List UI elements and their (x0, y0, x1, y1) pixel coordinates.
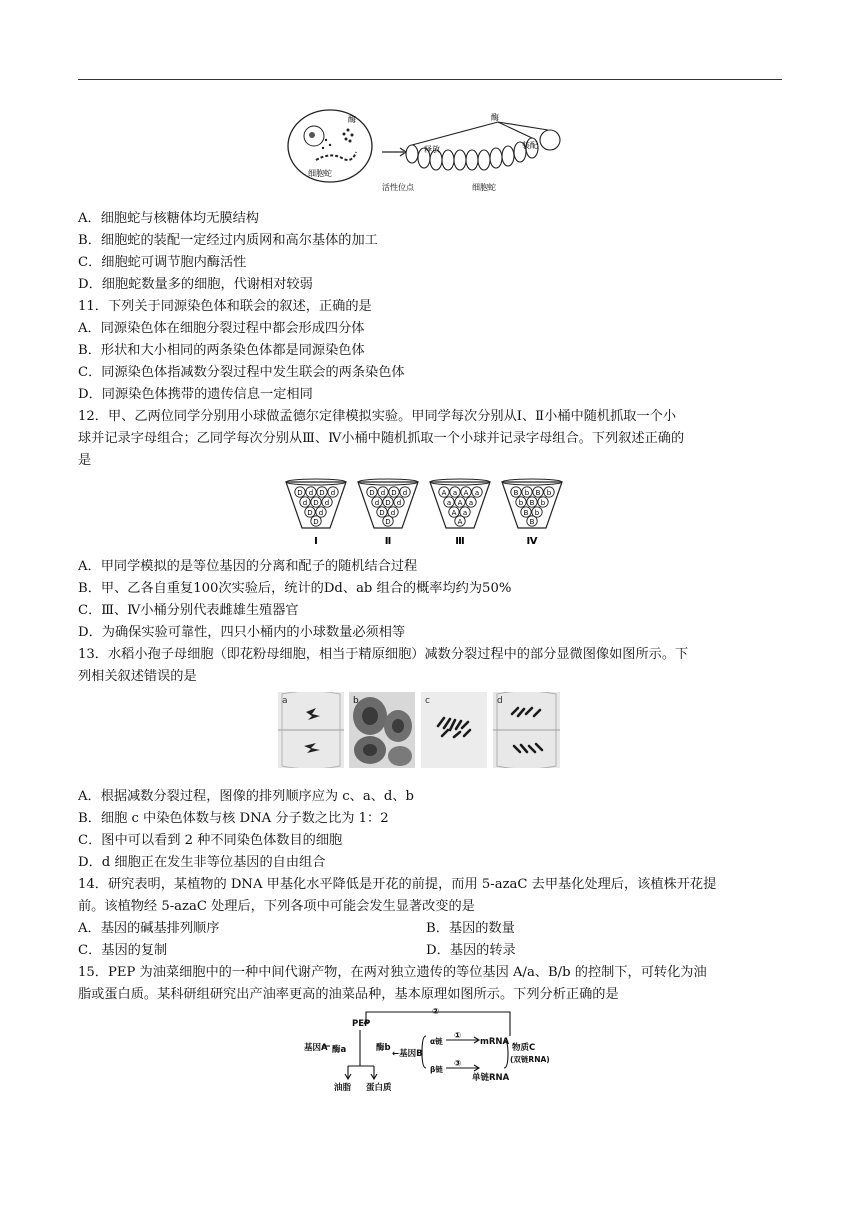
substance-c-label: 物质C (512, 1043, 536, 1053)
q13-stem-line-1: 13．水稻小孢子母细胞（即花粉母细胞，相当于精原细胞）减数分裂过程中的部分显微图像如图所示。下 (78, 647, 689, 662)
ball-letter: d (396, 499, 402, 507)
q15-stem-line-1: 15．PEP 为油菜细胞中的一种中间代谢产物，在两对独立遗传的等位基因 A/a、B/b 的控制下，可转化为油 (78, 965, 707, 980)
ball-letter: D (297, 489, 303, 497)
q14-option-a: A．基因的碱基排列顺序 (78, 921, 220, 936)
q12-stem-line-1: 12．甲、乙两位同学分别用小球做孟德尔定律模拟实验。甲同学每次分别从Ⅰ、Ⅱ小桶中随机抓取一个小 (78, 409, 677, 424)
step-3-label: ③ (454, 1059, 462, 1069)
ball-letter: d (308, 489, 314, 497)
q14-option-b: B．基因的数量 (426, 921, 515, 936)
q13-option-d: D．d 细胞正在发生非等位基因的自由组合 (78, 855, 326, 870)
alpha-chain-label: α链 (430, 1037, 443, 1046)
ball-letter: D (385, 499, 391, 507)
ball-letter: a (474, 489, 480, 497)
q14-option-d: D．基因的转录 (426, 943, 516, 958)
fig10-enzyme-left-label: 酶 (348, 115, 356, 124)
step-1-label: ① (454, 1031, 462, 1041)
buckets-figure (284, 478, 564, 548)
panel-c-label: c (425, 696, 430, 706)
q10-option-d: D．细胞蛇数量多的细胞，代谢相对较弱 (78, 277, 313, 292)
bucket-4 (502, 479, 562, 547)
fig10-release-label: 释放 (424, 145, 440, 154)
enzyme-b-label: 酶b (376, 1043, 391, 1053)
ball-letter: B (529, 499, 535, 507)
ball-letter: a (446, 499, 452, 507)
q13-option-c: C．图中可以看到 2 种不同染色体数目的细胞 (78, 833, 343, 848)
q14-stem-line-1: 14．研究表明，某植物的 DNA 甲基化水平降低是开花的前提，而用 5-azaC 去甲基化处理后，该植株开花提 (78, 877, 717, 892)
ball-letter: D (379, 509, 385, 517)
ds-rna-label: (双链RNA) (510, 1055, 550, 1064)
q11-stem: 11．下列关于同源染色体和联会的叙述，正确的是 (78, 299, 372, 314)
ball-letter: D (313, 518, 319, 526)
ball-letter: B (513, 489, 519, 497)
q14-stem-line-2: 前。该植物经 5-azaC 处理后，下列各项中可能会发生显著改变的是 (78, 899, 475, 914)
fig10-cytoophidium-left-label: 细胞蛇 (308, 169, 332, 178)
q10-option-b: B．细胞蛇的装配一定经过内质网和高尔基体的加工 (78, 233, 378, 248)
ball-letter: A (463, 489, 469, 497)
bucket-label: Ⅲ (455, 536, 465, 547)
pep-label: PEP (352, 1019, 371, 1029)
bucket-1 (286, 479, 346, 547)
ball-letter: D (307, 509, 313, 517)
ball-letter: b (540, 499, 546, 507)
ball-letter: d (380, 489, 386, 497)
q12-option-b: B．甲、乙各自重复100次实验后，统计的Dd、ab 组合的概率均约为50% (78, 581, 512, 596)
ball-letter: D (385, 518, 391, 526)
single-rna-label: 单链RNA (472, 1073, 510, 1083)
q12-option-c: C．Ⅲ、Ⅳ小桶分别代表雌雄生殖器官 (78, 603, 299, 618)
ball-letter: D (313, 499, 319, 507)
cytoophidium-figure (286, 108, 572, 192)
ball-letter: b (534, 509, 540, 517)
ball-letter: d (402, 489, 408, 497)
q15-stem-line-2: 脂或蛋白质。某科研组研究出产油率更高的油菜品种，基本原理如图所示。下列分析正确的是 (78, 987, 619, 1002)
bucket-label: Ⅱ (384, 536, 392, 547)
ball-letter: d (330, 489, 336, 497)
fig10-assemble-label: 装配 (522, 141, 538, 150)
q11-option-a: A．同源染色体在细胞分裂过程中都会形成四分体 (78, 321, 365, 336)
q12-option-a: A．甲同学模拟的是等位基因的分离和配子的随机结合过程 (78, 559, 418, 574)
ball-letter: a (462, 509, 468, 517)
ball-letter: D (391, 489, 397, 497)
ball-letter: A (457, 499, 463, 507)
ball-letter: d (324, 499, 330, 507)
q11-option-b: B．形状和大小相同的两条染色体都是同源染色体 (78, 343, 365, 358)
ball-letter: B (535, 489, 541, 497)
gene-b-label: ←基因B (392, 1049, 423, 1059)
ball-letter: a (452, 489, 458, 497)
q13-stem-line-2: 列相关叙述错误的是 (78, 669, 197, 684)
enzyme-a-label: 酶a (332, 1045, 347, 1055)
q13-option-b: B．细胞 c 中染色体数与核 DNA 分子数之比为 1：2 (78, 811, 389, 826)
gene-a-label: 基因A (304, 1043, 328, 1053)
header-rule (78, 79, 782, 80)
ball-letter: d (302, 499, 308, 507)
q12-stem-line-2: 球并记录字母组合；乙同学每次分别从Ⅲ、Ⅳ小桶中随机抓取一个小球并记录字母组合。下列叙述正确的 (78, 431, 685, 446)
q10-option-c: C．细胞蛇可调节胞内酶活性 (78, 255, 247, 270)
bucket-2 (358, 479, 418, 547)
pep-pathway-diagram (304, 1006, 554, 1094)
q11-option-c: C．同源染色体指减数分裂过程中发生联会的两条染色体 (78, 365, 405, 380)
ball-letter: a (468, 499, 474, 507)
beta-chain-label: β链 (430, 1065, 443, 1074)
ball-letter: b (524, 489, 530, 497)
ball-letter: d (390, 509, 396, 517)
bucket-label: Ⅰ (314, 536, 318, 547)
q12-option-d: D．为确保实验可靠性，四只小桶内的小球数量必须相等 (78, 625, 406, 640)
panel-d-label: d (497, 696, 503, 706)
ball-letter: d (318, 509, 324, 517)
oil-label: 油脂 (334, 1083, 352, 1093)
q10-option-a: A．细胞蛇与核糖体均无膜结构 (78, 211, 259, 226)
fig10-cytoophidium-right-label: 细胞蛇 (472, 183, 496, 192)
protein-label: 蛋白质 (366, 1083, 392, 1093)
ball-letter: D (319, 489, 325, 497)
panel-a-label: a (282, 696, 288, 706)
ball-letter: B (523, 509, 529, 517)
ball-letter: b (546, 489, 552, 497)
bucket-3 (430, 479, 490, 547)
step-2-label: ② (432, 1007, 440, 1017)
ball-letter: A (441, 489, 447, 497)
ball-letter: A (457, 518, 463, 526)
mrna-label: mRNA (480, 1037, 510, 1047)
q13-option-a: A．根据减数分裂过程，图像的排列顺序应为 c、a、d、b (78, 789, 414, 804)
fig10-enzyme-right-label: 酶 (491, 113, 499, 122)
micrograph-figure (278, 692, 560, 768)
q14-option-c: C．基因的复制 (78, 943, 168, 958)
fig10-active-site-label: 活性位点 (382, 183, 414, 192)
ball-letter: B (529, 518, 535, 526)
ball-letter: b (518, 499, 524, 507)
panel-b-label: b (353, 696, 359, 706)
ball-letter: d (374, 499, 380, 507)
ball-letter: D (369, 489, 375, 497)
bucket-label: Ⅳ (526, 536, 538, 547)
q12-stem-line-3: 是 (78, 453, 92, 468)
q11-option-d: D．同源染色体携带的遗传信息一定相同 (78, 387, 313, 402)
ball-letter: A (451, 509, 457, 517)
